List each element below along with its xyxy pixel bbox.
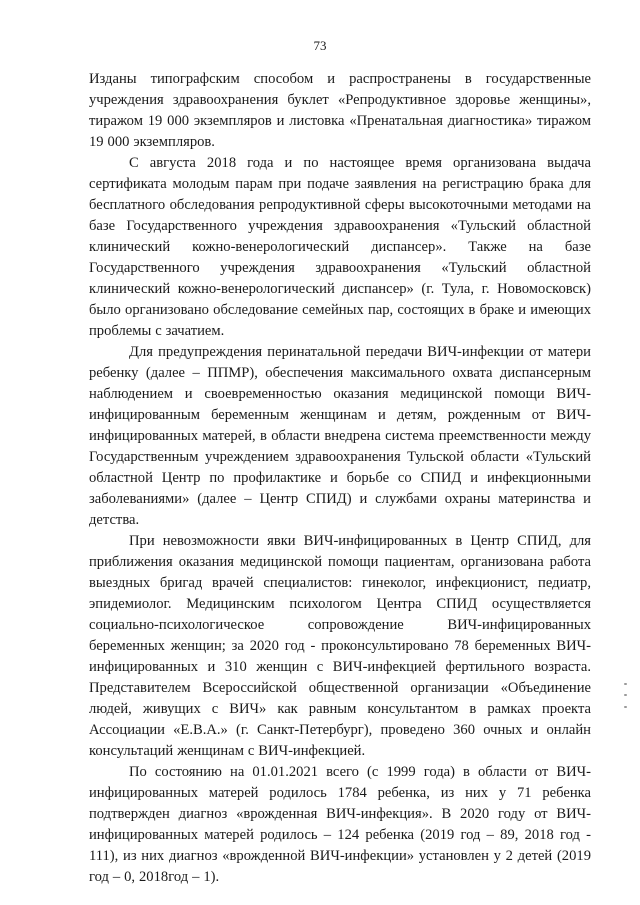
page-number: 73 [313, 38, 327, 53]
paragraph-certificate-program: С августа 2018 года и по настоящее время организована выдача сертификата молодым парам при подаче заявления на регистрацию брака для бесплатного обследования репродуктивной сферы высокоточными методами на базе Государственного учреждения здравоохранения «Тульский областной клинический кожно-венерологический диспансер». Также на базе Государственного учреждения здравоохранения «Тульский областной клинический кожно-венерологический диспансер» (г. Тула, г. Новомосковск) было организовано обследование семейных пар, состоящих в браке и имеющих проблемы с зачатием. [89, 155, 591, 339]
paragraph-perinatal-prevention: Для предупреждения перинатальной передачи ВИЧ-инфекции от матери ребенку (далее – ППМР), обеспечения максимального охвата диспансерным наблюдением и своевременностью оказания медицинской помощи ВИЧ-инфицированным беременным женщинам и детям, рожденным от ВИЧ-инфицированных матерей, в области внедрена система преемственности между Государственным учреждением здравоохранения Тульской области «Тульский областной Центр по профилактике и борьбе со СПИД и инфекционными заболеваниями» (далее – Центр СПИД) и службами охраны материнства и детства. [89, 344, 591, 528]
scan-speck [624, 694, 627, 696]
document-body [89, 69, 591, 888]
paragraph-statistics: По состоянию на 01.01.2021 всего (с 1999 года) в области от ВИЧ-инфицированных матерей родилось 1784 ребенка, из них у 71 ребенка подтвержден диагноз «врожденная ВИЧ-инфекция». В 2020 году от ВИЧ-инфицированных матерей родилось – 124 ребенка (2019 год – 89, 2018 год - 111), из них диагноз «врожденной ВИЧ-инфекции» установлен у 2 детей (2019 год – 0, 2018год – 1). [89, 764, 591, 885]
paragraph-booklet-distribution: Изданы типографским способом и распространены в государственные учреждения здравоохранения буклет «Репродуктивное здоровье женщины», тиражом 19 000 экземпляров и листовка «Пренатальная диагностика» тиражом 19 000 экземпляров. [89, 71, 591, 150]
scan-speck [624, 683, 627, 685]
scan-speck [624, 706, 627, 708]
paragraph-mobile-teams: При невозможности явки ВИЧ-инфицированных в Центр СПИД, для приближения оказания медицинской помощи пациентам, организована работа выездных бригад врачей специалистов: гинеколог, инфекционист, педиатр, эпидемиолог. Медицинским психологом Центра СПИД осуществляется социально-психологическое сопровождение ВИЧ-инфицированных беременных женщин; за 2020 год - проконсультировано 78 беременных ВИЧ-инфицированных и 310 женщин с ВИЧ-инфекцией фертильного возраста. Представителем Всероссийской общественной организации «Объединение людей, живущих с ВИЧ» как равным консультантом в рамках проекта Ассоциации «Е.В.А.» (г. Санкт-Петербург), проведено 360 очных и онлайн консультаций женщинам с ВИЧ-инфекцией. [89, 533, 591, 759]
